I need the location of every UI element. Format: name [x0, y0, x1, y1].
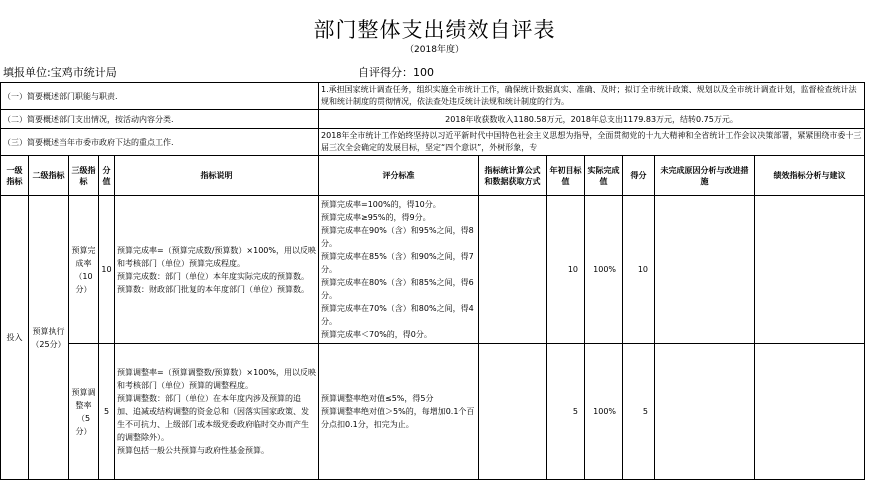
header-row: [1, 156, 865, 196]
info-row-key-work: [1, 129, 865, 156]
performance-table: [0, 82, 865, 480]
self-score: 自评得分：100: [358, 66, 434, 79]
target-cell: 5: [547, 344, 585, 480]
header-cell: 得分: [623, 156, 655, 196]
actual-cell: 100%: [585, 344, 623, 480]
reporting-unit: 填报单位:宝鸡市统计局: [3, 66, 117, 79]
analysis-cell: [755, 344, 865, 480]
info-row-spending: [1, 110, 865, 129]
header-cell: 指标统计算公式和数据获取方式: [479, 156, 547, 196]
score-cell: 10: [623, 196, 655, 344]
actual-cell: 100%: [585, 196, 623, 344]
header-cell: 绩效指标分析与建议: [755, 156, 865, 196]
info-row-duties: [1, 83, 865, 110]
level3-cell: 预算调整率（5分）: [69, 344, 99, 480]
header-cell: 二级指标: [29, 156, 69, 196]
info-text: 2018年收获数收入1180.58万元，2018年总支出1179.83万元，结转0.75万元。: [319, 110, 865, 129]
criteria-cell: 预算完成率=100%的，得10分。 预算完成率≥95%的，得9分。 预算完成率在90%（含）和95%之间，得8分。 预算完成率在85%（含）和90%之间，得7分。 预算完成率在80%（含）和85%之间，得6分。 预算完成率在70%（含）和80%之间，得4分。 预算完成率＜70%的，得0分。: [319, 196, 479, 344]
header-cell: 三级指标: [69, 156, 99, 196]
points-cell: 10: [99, 196, 115, 344]
level1-cell: 投入: [1, 196, 29, 480]
info-label: （三）简要概述当年市委市政府下达的重点工作.: [1, 129, 319, 156]
level2-cell: 预算执行（25分）: [29, 196, 69, 480]
table-row: [1, 196, 865, 344]
desc-cell: 预算调整率=（预算调整数/预算数）×100%，用以反映和考核部门（单位）预算的调整程度。 预算调整数：部门（单位）在本年度内涉及预算的追加、追减或结构调整的资金总和（因落实国家政策、发生不可抗力、上级部门或本级党委政府临时交办而产生的调整除外）。 预算包括一般公共预算与政府性基金预算。: [115, 344, 319, 480]
desc-cell: 预算完成率=（预算完成数/预算数）×100%，用以反映和考核部门（单位）预算完成程度。 预算完成数：部门（单位）本年度实际完成的预算数。 预算数：财政部门批复的本年度部门（单位）预算数。: [115, 196, 319, 344]
report-year: （2018年度）: [405, 45, 464, 55]
points-cell: 5: [99, 344, 115, 480]
level3-cell: 预算完成率（10分）: [69, 196, 99, 344]
header-cell: 指标说明: [115, 156, 319, 196]
header-cell: 分值: [99, 156, 115, 196]
page-title: 部门整体支出绩效自评表: [313, 18, 556, 42]
table-row: [1, 344, 865, 480]
formula-cell: [479, 344, 547, 480]
info-label: （一）简要概述部门职能与职责.: [1, 83, 319, 110]
criteria-cell: 预算调整率绝对值≤5%，得5分 预算调整率绝对值＞5%的，每增加0.1个百分点扣0.1分，扣完为止。: [319, 344, 479, 480]
info-text: 2018年全市统计工作始终坚持以习近平新时代中国特色社会主义思想为指导，全面贯彻党的十九大精神和全省统计工作会议决策部署，紧紧围绕市委十三届三次全会确定的发展目标，坚定“四个意识”，外树形象，专: [319, 129, 865, 156]
header-cell: 评分标准: [319, 156, 479, 196]
header-cell: 未完成原因分析与改进措施: [655, 156, 755, 196]
formula-cell: [479, 196, 547, 344]
target-cell: 10: [547, 196, 585, 344]
header-cell: 年初目标值: [547, 156, 585, 196]
info-label: （二）简要概述部门支出情况，按活动内容分类.: [1, 110, 319, 129]
header-cell: 实际完成值: [585, 156, 623, 196]
header-cell: 一级指标: [1, 156, 29, 196]
reason-cell: [655, 196, 755, 344]
score-cell: 5: [623, 344, 655, 480]
info-text: 1.承担国家统计调查任务，组织实施全市统计工作，确保统计数据真实、准确、及时；拟订全市统计政策、规划以及全市统计调查计划，监督检查统计法规和统计制度的贯彻情况，依法查处违反统计法规和统计制度的行为。: [319, 83, 865, 110]
analysis-cell: [755, 196, 865, 344]
reason-cell: [655, 344, 755, 480]
